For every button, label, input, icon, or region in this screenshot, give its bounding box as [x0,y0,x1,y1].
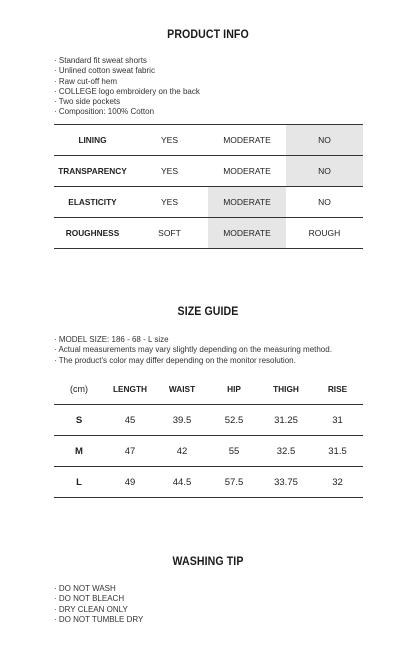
property-option: SOFT [131,218,208,249]
table-cell: 31 [312,405,363,436]
property-row-transparency [54,156,363,187]
table-cell: 39.5 [156,405,208,436]
washing-tip-bullets [54,584,143,625]
size-row-s [54,405,363,436]
bullet-item: · Two side pockets [54,97,200,107]
property-option: NO [286,156,363,187]
property-row-lining [54,125,363,156]
unit-header: (cm) [54,374,104,405]
bullet-item: · Composition: 100% Cotton [54,107,200,117]
property-option: ROUGH [286,218,363,249]
size-label: L [54,467,104,498]
property-label: LINING [54,125,131,156]
size-header-row [54,374,363,405]
bullet-item: · DO NOT BLEACH [54,594,143,604]
bullet-item: · Raw cut-off hem [54,77,200,87]
property-label: ELASTICITY [54,187,131,218]
bullet-item: · Actual measurements may vary slightly depending on the measuring method. [54,345,332,355]
table-cell: 31.5 [312,436,363,467]
property-option: MODERATE [208,156,286,187]
property-option: YES [131,125,208,156]
bullet-item: · The product's color may differ depending on the monitor resolution. [54,356,332,366]
property-label: TRANSPARENCY [54,156,131,187]
bullet-item: · Unlined cotton sweat fabric [54,66,200,76]
property-option: YES [131,156,208,187]
size-row-m [54,436,363,467]
property-option: NO [286,187,363,218]
column-header: THIGH [260,374,312,405]
property-row-elasticity [54,187,363,218]
property-label: ROUGHNESS [54,218,131,249]
table-cell: 45 [104,405,156,436]
table-cell: 52.5 [208,405,260,436]
property-row-roughness [54,218,363,249]
bullet-item: · DO NOT WASH [54,584,143,594]
table-cell: 57.5 [208,467,260,498]
table-cell: 44.5 [156,467,208,498]
size-guide-bullets [54,335,332,366]
property-option: YES [131,187,208,218]
washing-tip-title: WASHING TIP [172,556,244,568]
product-info-bullets [54,56,200,118]
bullet-item: · DRY CLEAN ONLY [54,605,143,615]
size-label: M [54,436,104,467]
property-option: MODERATE [208,187,286,218]
size-guide-title: SIZE GUIDE [177,306,239,318]
size-guide-table [54,374,363,498]
column-header: RISE [312,374,363,405]
table-cell: 47 [104,436,156,467]
property-option: NO [286,125,363,156]
table-cell: 55 [208,436,260,467]
size-row-l [54,467,363,498]
bullet-item: · MODEL SIZE: 186 - 68 - L size [54,335,332,345]
column-header: HIP [208,374,260,405]
table-cell: 32 [312,467,363,498]
table-cell: 31.25 [260,405,312,436]
size-label: S [54,405,104,436]
column-header: LENGTH [104,374,156,405]
bullet-item: · DO NOT TUMBLE DRY [54,615,143,625]
table-cell: 42 [156,436,208,467]
bullet-item: · COLLEGE logo embroidery on the back [54,87,200,97]
table-cell: 49 [104,467,156,498]
column-header: WAIST [156,374,208,405]
table-cell: 33.75 [260,467,312,498]
table-cell: 32.5 [260,436,312,467]
property-option: MODERATE [208,218,286,249]
property-option: MODERATE [208,125,286,156]
bullet-item: · Standard fit sweat shorts [54,56,200,66]
product-properties-table [54,124,363,249]
product-info-title: PRODUCT INFO [167,29,249,41]
